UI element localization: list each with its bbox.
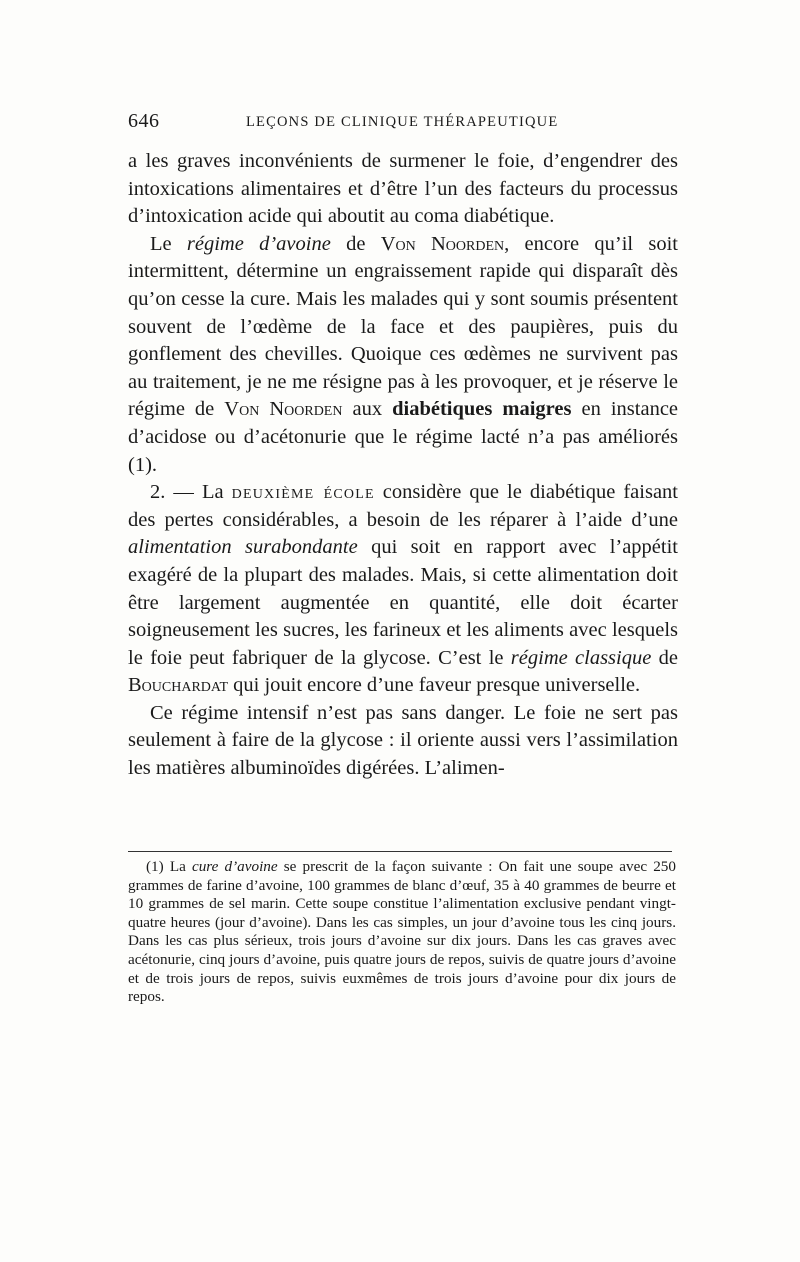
- emphasis-cure-avoine: cure d’avoine: [191, 858, 278, 875]
- paragraph-3-text: considère que le diabétique faisant des pertes considérables, a besoin de les réparer à l’aide d’une: [128, 481, 678, 531]
- emphasis-regime-classique: régime classique: [510, 646, 652, 669]
- paragraph-2-text: aux: [342, 398, 393, 421]
- page-number: 646: [128, 110, 160, 132]
- emphasis-alimentation-surabondante: alimentation surabondante: [128, 536, 358, 559]
- author-name-von-noorden: Von Noorden: [380, 232, 505, 255]
- small-caps-deuxieme-ecole: deuxième école: [231, 481, 375, 504]
- emphasis-regime-avoine: régime d’avoine: [186, 232, 331, 255]
- paragraph-2-text: de: [330, 232, 381, 255]
- paragraph-4-text: Ce régime intensif n’est pas sans danger. Le foie ne sert pas seulement à faire de la glycose : il oriente aussi vers l’assimilation les matières albuminoïdes digérées. L’alimen-: [128, 701, 678, 780]
- paragraph-2-text: , encore qu’il soit intermittent, détermine un engraissement rapide qui disparaît dès qu’on cesse la cure. Mais les malades qui y sont soumis présentent souvent de l’œdème de la face et des paupières, puis du gonflement des chevilles. Quoique ces œdèmes ne survivent pas au traitement, je ne me résigne pas à les provoquer, et je réserve le régime de: [128, 232, 678, 421]
- paragraph-3-text: qui jouit encore d’une faveur presque universelle.: [228, 674, 641, 697]
- paragraph-2-text: en instance d’acidose ou d’acétonurie que le régime lacté n’a pas améliorés (1).: [128, 398, 679, 476]
- footnote-1: [128, 858, 676, 1007]
- footnote-divider: [128, 851, 672, 852]
- author-name-von-noorden: Von Noorden: [224, 398, 343, 421]
- paragraph-3: [128, 479, 678, 700]
- author-name-bouchardat: Bouchardat: [128, 674, 229, 697]
- paragraph-3-text: qui soit en rapport avec l’appétit exagéré de la plupart des malades. Mais, si cette alimentation doit être largement augmentée en quantité, elle doit écarter soigneusement les sucres, les farineux et les aliments avec lesquels le foie peut fabriquer de la glycose. C’est le: [128, 536, 678, 669]
- main-text: [128, 148, 678, 783]
- running-title: LEÇONS DE CLINIQUE THÉRAPEUTIQUE: [246, 114, 559, 130]
- paragraph-2-text: Le: [150, 232, 187, 255]
- paragraph-3-text: 2. — La: [150, 481, 232, 504]
- paragraph-1: [128, 148, 678, 231]
- paragraph-3-text: de: [651, 646, 678, 669]
- paragraph-4: [128, 700, 678, 783]
- footnote-text: (1) La: [146, 858, 192, 875]
- footnote-text: se prescrit de la façon suivante : On fait une soupe avec 250 grammes de farine d’avoine, 100 grammes de blanc d’œuf, 35 à 40 grammes de beurre et 10 grammes de sel marin. Cette soupe constitue l’alimentation exclusive pendant vingt-quatre heures (jour d’avoine). Dans les cas simples, un jour d’avoine tous les cinq jours. Dans les cas plus sérieux, trois jours d’avoine sur dix jours. Dans les cas graves avec acétonurie, cinq jours d’avoine, puis quatre jours de repos, suivis de quatre jours d’avoine et de trois jours de repos, suivis euxmêmes de trois jours d’avoine pour dix jours de repos.: [128, 858, 676, 1006]
- bold-diabetiques-maigres: diabétiques maigres: [392, 398, 572, 421]
- paragraph-1-text: a les graves inconvénients de surmener le foie, d’engendrer des intoxications alimentaires et d’être l’un des facteurs du processus d’intoxication acide qui aboutit au coma diabétique.: [128, 150, 678, 228]
- paragraph-2: [128, 231, 678, 479]
- page-header: [128, 110, 676, 136]
- footnotes: [128, 858, 676, 1007]
